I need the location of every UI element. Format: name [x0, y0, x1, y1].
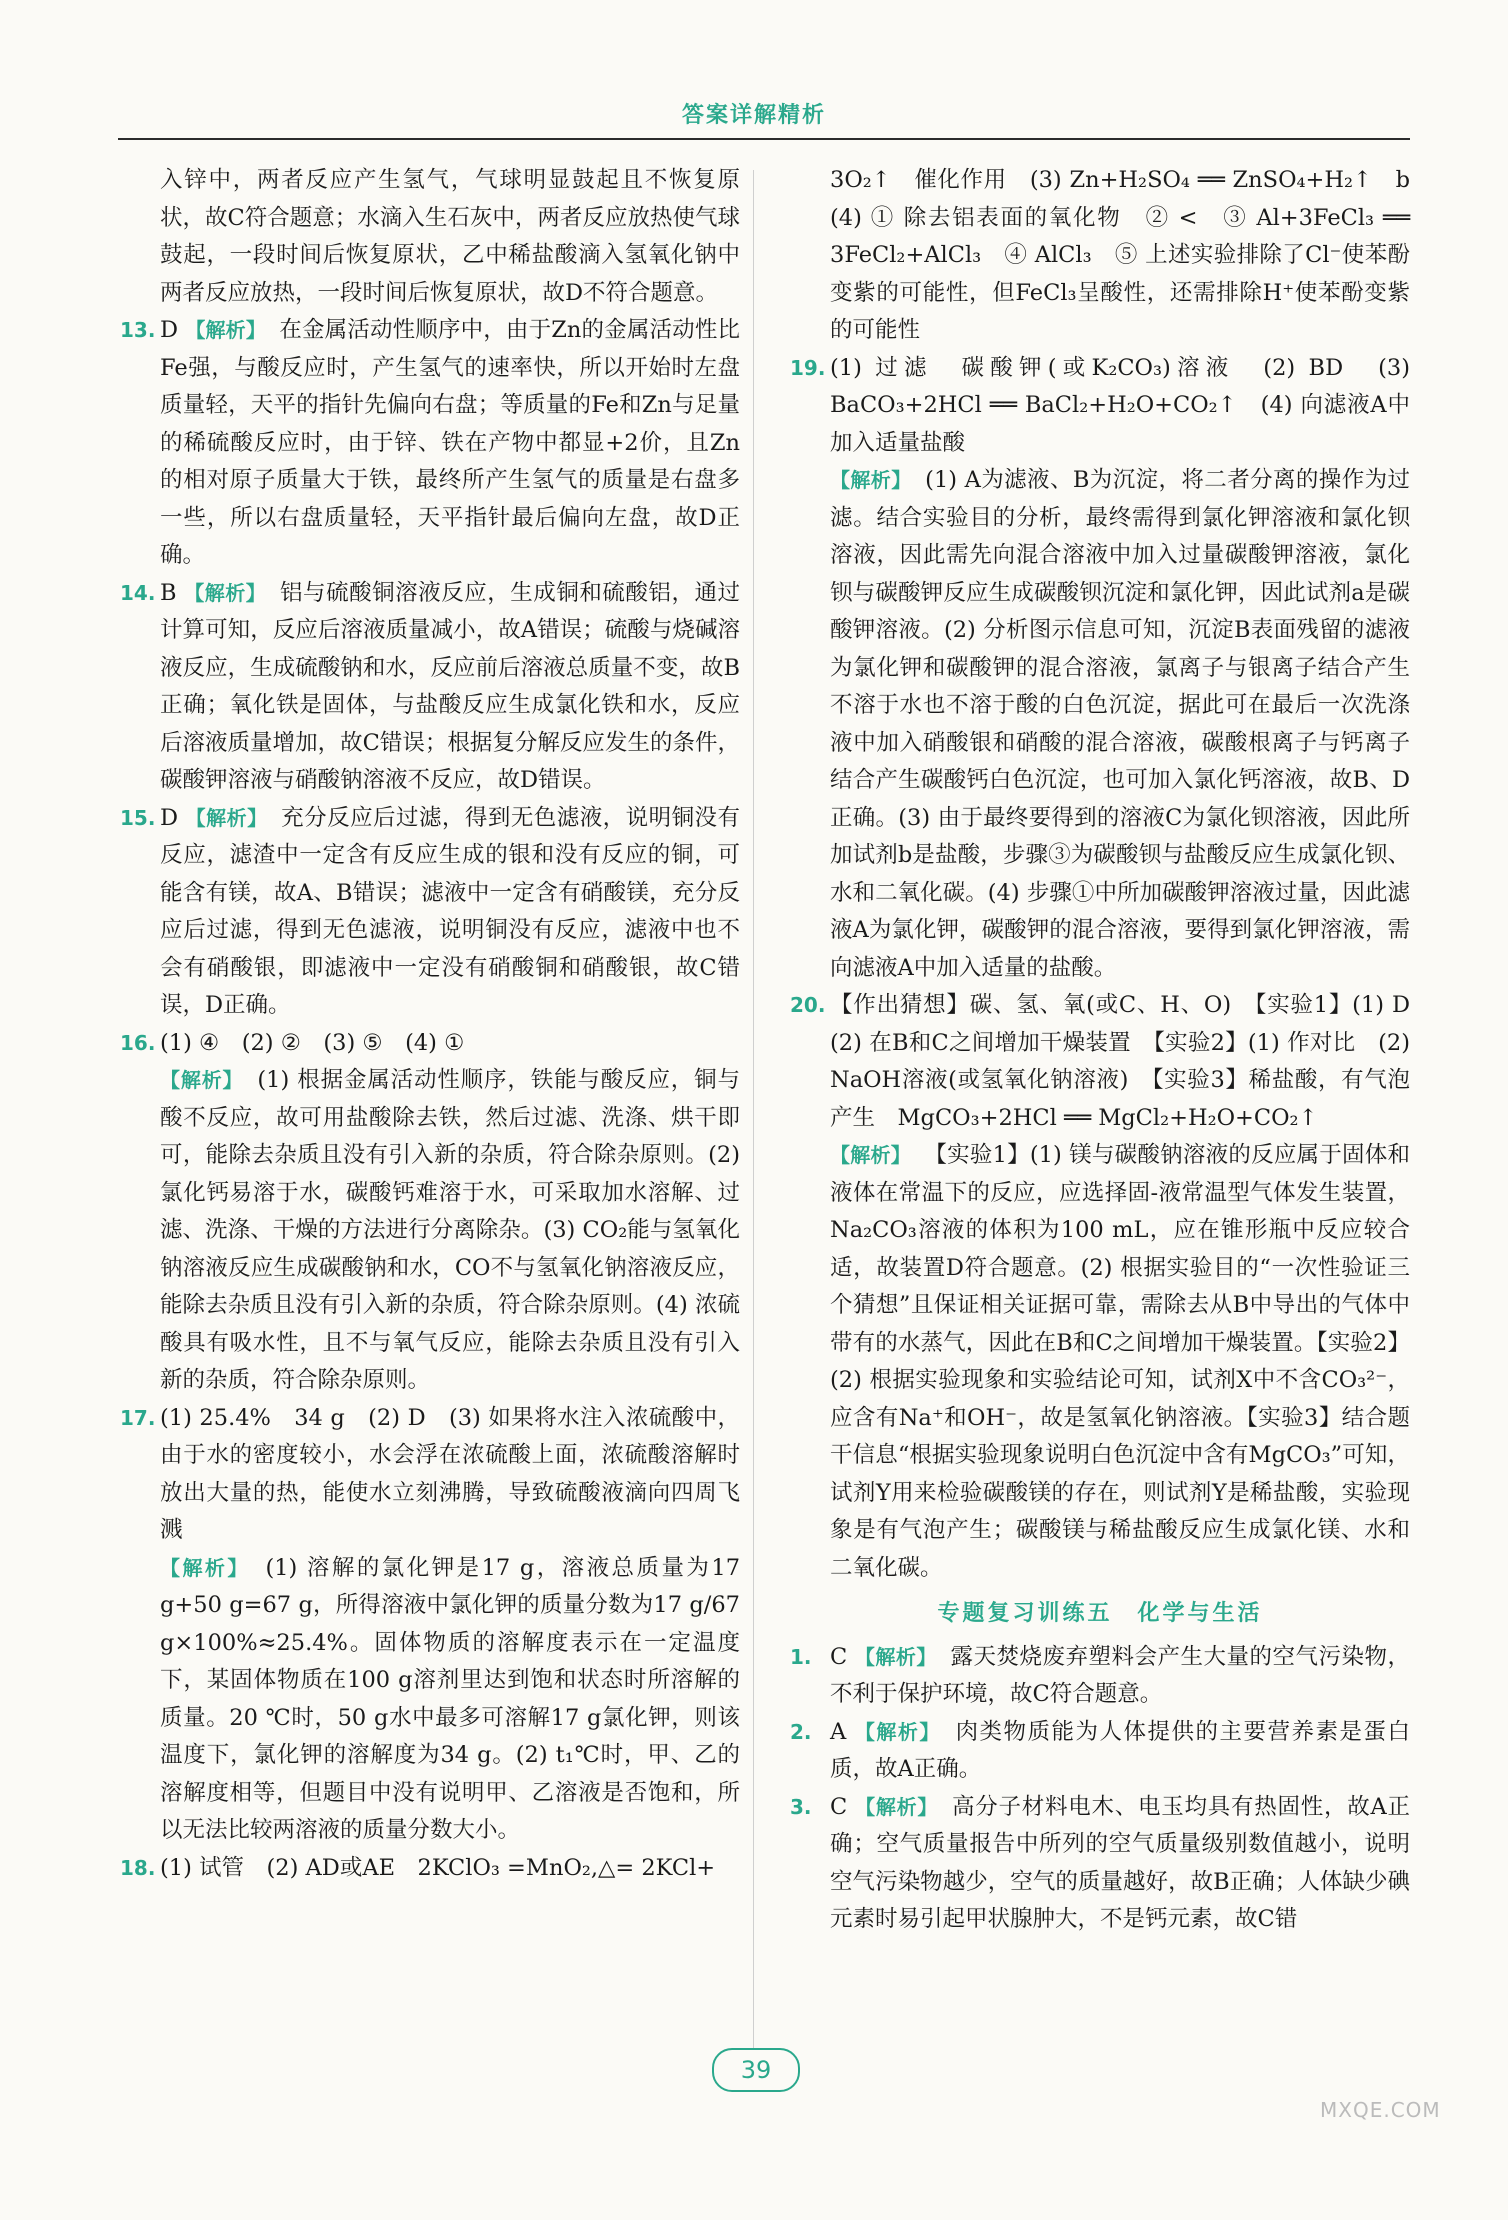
analysis-text: 铝与硫酸铜溶液反应，生成铜和硫酸铝，通过计算可知，反应后溶液质量减小，故A错误；硫酸与烧碱溶液反应，生成硫酸钠和水，反应前后溶液总质量不变，故B正确；氧化铁是固体，与盐酸反应生成氯化铁和水，反应后溶液质量增加，故C错误；根据复分解反应发生的条件，碳酸钾溶液与硝酸钠溶液不反应，故D错误。 [160, 579, 741, 793]
page-header-title: 答案详解精析 [681, 103, 826, 128]
analysis-tag: 【解析】 [854, 1719, 941, 1744]
answer-18-continued: 3O₂↑ 催化作用 (3) Zn+H₂SO₄ ══ ZnSO₄+H₂↑ b (4) ① 除去铝表面的氧化物 ② < ③ Al+3FeCl₃ ══ 3FeCl₂+AlCl₃ ④ AlCl₃ ⑤ 上述实验排除了Cl⁻使苯酚变紫的可能性，但FeCl₃呈酸性，还需排除H⁺使苯酚变紫的可能性 [830, 167, 1433, 343]
answer-choice: (1) 25.4% 34 g (2) D (3) 如果将水注入浓硫酸中，由于水的密度较小，水会浮在浓硫酸上面，浓硫酸溶解时放出大量的热，能使水立刻沸腾，导致硫酸液滴向四周飞溅 [160, 1404, 740, 1543]
answer-12-continued [120, 162, 740, 312]
analysis-tag: 【解析】 [185, 805, 268, 830]
analysis-text: (1) 溶解的氯化钾是17 g，溶液总质量为17 g+50 g=67 g，所得溶液中氯化钾的质量分数为17 g/67 g×100%≈25.4%。固体物质的溶解度表示在一定温度下，某固体物质在100 g溶剂里达到饱和状态时所溶解的质量。20 ℃时，50 g水中最多可溶解17 g氯化钾，则该温度下，氯化钾的溶解度为34 g。(2) t₁℃时，甲、乙的溶解度相等，但题目中没有说明甲、乙溶液是否饱和，所以无法比较两溶液的质量分数大小。 [160, 1554, 741, 1843]
analysis-text: (1) A为滤液、B为沉淀，将二者分离的操作为过滤。结合实验目的分析，最终需得到氯化钾溶液和氯化钡溶液，因此需先向混合溶液中加入过量碳酸钾溶液，氯化钡与碳酸钾反应生成碳酸钡沉淀和氯化钾，因此试剂a是碳酸钾溶液。(2) 分析图示信息可知，沉淀B表面残留的滤液为氯化钾和碳酸钾的混合溶液，氯离子与银离子结合产生不溶于水也不溶于酸的白色沉淀，据此可在最后一次洗涤液中加入硝酸银和硝酸的混合溶液，碳酸根离子与钙离子结合产生碳酸钙白色沉淀，也可加入氯化钙溶液，故B、D正确。(3) 由于最终要得到的溶液C为氯化钡溶液，因此所加试剂b是盐酸，步骤③为碳酸钡与盐酸反应生成氯化钡、水和二氧化碳。(4) 步骤①中所加碳酸钾溶液过量，因此滤液A为氯化钾，碳酸钾的混合溶液，要得到氯化钾溶液，需向滤液A中加入适量的盐酸。 [830, 467, 1411, 981]
analysis-text: 肉类物质能为人体提供的主要营养素是蛋白质，故A正确。 [830, 1718, 1411, 1782]
question-number: 14. [120, 580, 156, 605]
answer-20-analysis [790, 1137, 1410, 1587]
question-number: 20. [790, 993, 826, 1017]
answer-19-analysis [790, 462, 1410, 987]
question-number: 13. [120, 318, 156, 342]
analysis-text: 在金属活动性顺序中，由于Zn的金属活动性比Fe强，与酸反应时，产生氢气的速率快，所以开始时左盘质量轻，天平的指针先偏向右盘；等质量的Fe和Zn与足量的稀硫酸反应时，由于锌、铁在产物中都显+2价，且Zn的相对原子质量大于铁，最终所产生氢气的质量是右盘多一些，所以右盘质量轻，天平指针最后偏向左盘，故D正确。 [160, 317, 740, 568]
analysis-text: 高分子材料电木、电玉均具有热固性，故A正确；空气质量报告中所列的空气质量级别数值越小，说明空气污染物越少，空气的质量越好，故B正确；人体缺少碘元素时易引起甲状腺肿大，不是钙元素，故C错 [830, 1793, 1411, 1932]
answer-choice: (1) ④ (2) ② (3) ⑤ (4) ① [160, 1029, 465, 1056]
answer-20 [790, 987, 1433, 1137]
answer-choice: B [160, 579, 177, 606]
answer-choice: D [160, 804, 179, 831]
answer-choice: C [830, 1793, 848, 1820]
answer-17 [120, 1400, 740, 1550]
question-number: 19. [790, 355, 826, 380]
answer-choice: A [830, 1718, 847, 1745]
analysis-text: 充分反应后过滤，得到无色滤液，说明铜没有反应，滤渣中一定含有反应生成的银和没有反应的铜，可能含有镁，故A、B错误；滤液中一定含有硝酸镁，充分反应后过滤，得到无色滤液，说明铜没有反应，滤液中也不会有硝酸银，即滤液中一定没有硝酸铜和硝酸银，故C错误，D正确。 [160, 804, 741, 1018]
answer-15 [120, 800, 740, 1025]
answer-16 [120, 1025, 740, 1063]
analysis-tag: 【解析】 [185, 318, 266, 342]
question-number: 18. [120, 1855, 156, 1880]
life-answer-2 [790, 1714, 1410, 1789]
answer-choice: (1) 过滤 碳酸钾(或K₂CO₃)溶液 (2) BD (3) BaCO₃+2HCl ══ BaCl₂+H₂O+CO₂↑ (4) 向滤液A中加入适量盐酸 [830, 354, 1410, 456]
answer-body [830, 1639, 1410, 1714]
question-number: 16. [120, 1030, 156, 1055]
analysis-text: 【实验1】(1) 镁与碳酸钠溶液的反应属于固体和液体在常温下的反应，应选择固-液常温型气体发生装置，Na₂CO₃溶液的体积为100 mL，应在锥形瓶中反应较合适，故装置D符合题意。(2) 根据实验目的“一次性验证三个猜想”且保证相关证据可靠，需除去从B中导出的气体中带有的水蒸气，因此在B和C之间增加干燥装置。【实验2】(2) 根据实验现象和实验结论可知，试剂X中不含CO₃²⁻，应含有Na⁺和OH⁻，故是氢氧化钠溶液。【实验3】结合题干信息“根据实验现象说明白色沉淀中含有MgCO₃”可知，试剂Y用来检验碳酸镁的存在，则试剂Y是稀盐酸，实验现象是有气泡产生；碳酸镁与稀盐酸反应生成氯化镁、水和二氧化碳。 [830, 1142, 1411, 1581]
answer-body [160, 800, 740, 1025]
question-number: 1. [790, 1644, 812, 1669]
analysis-tag: 【解析】 [160, 1068, 244, 1092]
analysis-text: 露天焚烧废弃塑料会产生大量的空气污染物，不利于保护环境，故C符合题意。 [830, 1643, 1410, 1707]
question-number: 3. [790, 1794, 812, 1819]
analysis-tag: 【解析】 [184, 580, 267, 605]
analysis-tag: 【解析】 [855, 1794, 939, 1819]
watermark-logo: MXQE.COM [1320, 2098, 1441, 2122]
left-column [120, 162, 740, 1887]
analysis-tag: 【解析】 [854, 1644, 937, 1669]
question-number: 17. [120, 1405, 156, 1430]
answer-17-analysis [120, 1550, 740, 1850]
analysis-tag: 【解析】 [830, 1143, 911, 1167]
page-number: 39 [712, 2048, 800, 2092]
answer-choice: D [160, 317, 179, 343]
answer-body [830, 1789, 1410, 1939]
life-answer-1 [790, 1639, 1410, 1714]
answer-choice: C [830, 1643, 848, 1670]
answer-body [830, 1714, 1410, 1789]
analysis-tag: 【解析】 [160, 1555, 250, 1580]
analysis-tag: 【解析】 [830, 468, 912, 492]
column-divider [753, 170, 754, 2050]
life-answer-3 [790, 1789, 1410, 1939]
answer-choice: 【作出猜想】碳、氢、氧(或C、H、O) 【实验1】(1) D (2) 在B和C之间增加干燥装置 【实验2】(1) 作对比 (2) NaOH溶液(或氢氧化钠溶液) 【实验3】稀盐酸，有气泡产生 MgCO₃+2HCl ══ MgCl₂+H₂O+CO₂↑ [830, 992, 1433, 1131]
answer-text: 入锌中，两者反应产生氢气，气球明显鼓起且不恢复原状，故C符合题意；水滴入生石灰中，两者反应放热使气球鼓起，一段时间后恢复原状，乙中稀盐酸滴入氢氧化钠中两者反应放热，一段时间后恢复原状，故D不符合题意。 [160, 167, 740, 306]
question-number: 15. [120, 805, 156, 830]
answer-body [160, 575, 740, 800]
answer-16-analysis [120, 1062, 740, 1400]
answer-14 [120, 575, 740, 800]
answer-choice: (1) 试管 (2) AD或AE 2KClO₃ =MnO₂,△= 2KCl+ [160, 1854, 716, 1881]
answer-13 [120, 312, 740, 575]
header-rule [118, 138, 1410, 140]
question-number: 2. [790, 1719, 812, 1744]
section-title: 专题复习训练五 化学与生活 [937, 1601, 1263, 1626]
answer-body [160, 312, 740, 575]
right-column [790, 162, 1433, 1939]
answer-19 [790, 350, 1410, 463]
answer-18 [120, 1850, 740, 1888]
question-number [120, 162, 160, 312]
analysis-text: (1) 根据金属活动性顺序，铁能与酸反应，铜与酸不反应，故可用盐酸除去铁，然后过滤、洗涤、烘干即可，能除去杂质且没有引入新的杂质，符合除杂原则。(2) 氯化钙易溶于水，碳酸钙难溶于水，可采取加水溶解、过滤、洗涤、干燥的方法进行分离除杂。(3) CO₂能与氢氧化钠溶液反应生成碳酸钠和水，CO不与氢氧化钠溶液反应，能除去杂质且没有引入新的杂质，符合除杂原则。(4) 浓硫酸具有吸水性，且不与氧气反应，能除去杂质且没有引入新的杂质，符合除杂原则。 [160, 1067, 740, 1393]
